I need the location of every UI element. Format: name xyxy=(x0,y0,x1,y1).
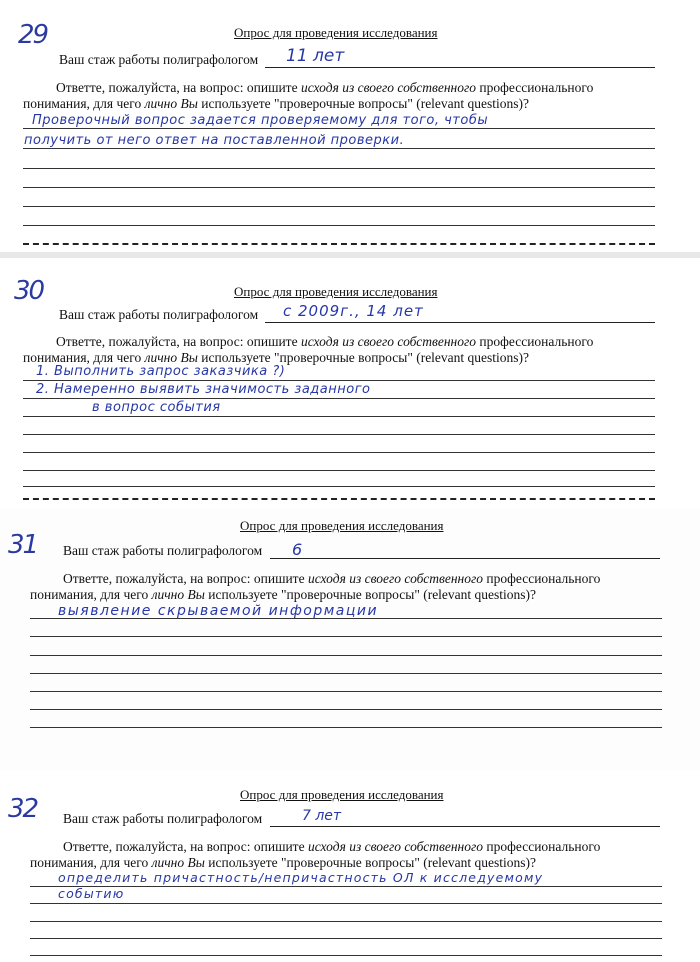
answer-text: 2. Намеренно выявить значимость заданного xyxy=(36,382,371,397)
cut-line xyxy=(23,498,655,500)
answer-rule xyxy=(30,955,662,956)
stazh-underline xyxy=(270,826,660,827)
answer-rule xyxy=(30,618,662,619)
answer-rule xyxy=(30,886,662,887)
form-title: Опрос для проведения исследования xyxy=(240,518,444,533)
answer-rule xyxy=(30,709,662,710)
stazh-label: Ваш стаж работы полиграфологом xyxy=(63,811,263,826)
question-line-2: понимания, для чего лично Вы используете "проверочные вопросы" (relevant questions)? xyxy=(23,350,530,365)
answer-rule xyxy=(23,452,655,453)
answer-rule xyxy=(30,655,662,656)
survey-form-4 xyxy=(0,770,700,962)
answer-rule xyxy=(23,434,655,435)
answer-text: событию xyxy=(58,886,125,901)
stazh-value: 7 лет xyxy=(302,808,342,824)
question-line-1: Ответте, пожалуйста, на вопрос: опишите исходя из своего собственного профессионального xyxy=(56,334,594,349)
question-line-1: Ответте, пожалуйста, на вопрос: опишите исходя из своего собственного профессионального xyxy=(63,571,601,586)
survey-form-2 xyxy=(0,258,700,508)
answer-text: выявление скрываемой информации xyxy=(58,603,379,619)
form-title: Опрос для проведения исследования xyxy=(240,787,444,802)
answer-rule xyxy=(23,128,655,129)
form-title: Опрос для проведения исследования xyxy=(234,284,438,299)
stazh-label: Ваш стаж работы полиграфологом xyxy=(63,543,263,558)
stazh-value: с 2009г., 14 лет xyxy=(283,302,424,320)
answer-text: определить причастность/непричастность ОЛ к исследуемому xyxy=(58,870,544,885)
form-number: 30 xyxy=(14,276,44,306)
answer-rule xyxy=(30,727,662,728)
answer-rule xyxy=(23,206,655,207)
answer-rule xyxy=(23,380,655,381)
answer-rule xyxy=(30,921,662,922)
cut-line xyxy=(23,243,655,245)
answer-rule xyxy=(23,187,655,188)
survey-form-1 xyxy=(0,0,700,252)
question-line-1: Ответте, пожалуйста, на вопрос: опишите исходя из своего собственного профессионального xyxy=(56,80,594,95)
stazh-value: 11 лет xyxy=(286,46,345,66)
stazh-label: Ваш стаж работы полиграфологом xyxy=(59,307,259,322)
survey-form-3 xyxy=(0,508,700,770)
answer-rule xyxy=(30,938,662,939)
answer-text: в вопрос события xyxy=(92,400,221,415)
form-title: Опрос для проведения исследования xyxy=(234,25,438,40)
answer-rule xyxy=(30,673,662,674)
answer-rule xyxy=(23,470,655,471)
stazh-underline xyxy=(265,67,655,68)
stazh-underline xyxy=(265,322,655,323)
answer-text: 1. Выполнить запрос заказчика ?) xyxy=(36,364,286,379)
form-number: 29 xyxy=(18,20,48,50)
answer-text: получить от него ответ на поставленной проверки. xyxy=(24,133,405,148)
question-line-1: Ответте, пожалуйста, на вопрос: опишите исходя из своего собственного профессионального xyxy=(63,839,601,854)
question-line-2: понимания, для чего лично Вы используете "проверочные вопросы" (relevant questions)? xyxy=(23,96,530,111)
answer-rule xyxy=(23,416,655,417)
question-line-2: понимания, для чего лично Вы используете "проверочные вопросы" (relevant questions)? xyxy=(30,587,537,602)
answer-rule xyxy=(23,398,655,399)
form-number: 31 xyxy=(8,530,38,560)
answer-rule xyxy=(30,903,662,904)
answer-text: Проверочный вопрос задается проверяемому для того, чтобы xyxy=(32,113,489,128)
stazh-underline xyxy=(270,558,660,559)
answer-rule xyxy=(23,486,655,487)
answer-rule xyxy=(23,225,655,226)
answer-rule xyxy=(30,691,662,692)
stazh-label: Ваш стаж работы полиграфологом xyxy=(59,52,259,67)
stazh-value: 6 xyxy=(292,540,303,559)
form-number: 32 xyxy=(8,794,38,824)
answer-rule xyxy=(30,636,662,637)
answer-rule xyxy=(23,148,655,149)
question-line-2: понимания, для чего лично Вы используете "проверочные вопросы" (relevant questions)? xyxy=(30,855,537,870)
answer-rule xyxy=(23,168,655,169)
